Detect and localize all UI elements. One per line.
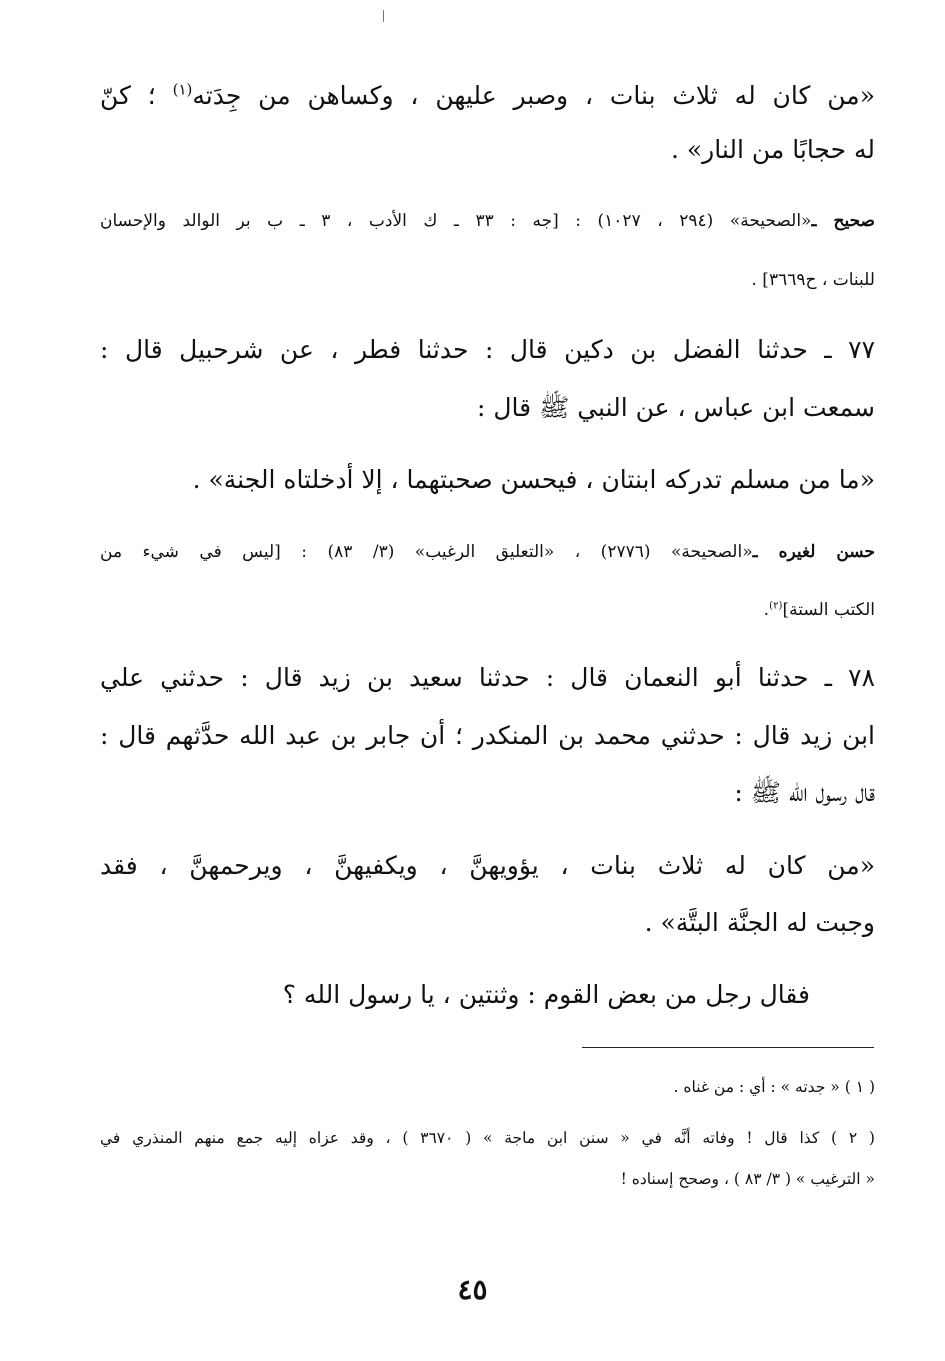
isnad-line: ٧٧ ـ حدثنا الفضل بن دكين قال : حدثنا فطر ، عن شرحبيل قال : <box>100 335 875 364</box>
grading-reference: «الصحيحة» (٢٩٤ ، ١٠٢٧) : [جه : ٣٣ ـ ك الأدب ، ٣ ـ ب بر الوالد والإحسان <box>100 211 812 231</box>
hadith-text-line: وجبت له الجنَّة البتَّة» . <box>644 908 875 937</box>
grade-label: صحيح ـ <box>811 211 875 231</box>
footnote-marker: (٢) <box>769 600 783 612</box>
footnote: ( ٢ ) كذا قال ! وفاته أنَّه في « سنن ابن ماجة » ( ٣٦٧٠ ) ، وقد عزاه إليه جمع منهم المنذري في <box>100 1129 875 1147</box>
hadith-text-line: «من كان له ثلاث بنات ، يؤويهنَّ ، ويكفيهنَّ ، ويرحمهنَّ ، فقد <box>100 851 875 880</box>
footnote: « الترغيب » ( ٣/ ٨٣ ) ، وصحح إسناده ! <box>620 1170 875 1188</box>
isnad-line: قال رسول الله ﷺ : <box>734 778 875 807</box>
grading-line <box>100 538 875 568</box>
hadith-text-line: فقال رجل من بعض القوم : وثنتين ، يا رسول الله ؟ <box>282 980 810 1009</box>
scan-mark <box>383 10 384 22</box>
hadith-text-line-tail: ؛ كنّ <box>100 81 156 110</box>
hadith-text-line: له حجابًا من النار» . <box>670 135 875 164</box>
footnote-separator <box>582 1047 874 1048</box>
hadith-text-line <box>100 78 875 118</box>
grading-line <box>100 207 875 237</box>
hadith-text-line: «ما من مسلم تدركه ابنتان ، فيحسن صحبتهما ، إلا أدخلتاه الجنة» . <box>192 465 875 494</box>
page-number: ٤٥ <box>457 1273 488 1306</box>
isnad-line: سمعت ابن عباس ، عن النبي ﷺ قال : <box>477 393 875 422</box>
grading-line: للبنات ، ح٣٦٦٩] . <box>751 270 875 290</box>
hadith-text-line-body: «من كان له ثلاث بنات ، وصبر عليهن ، وكساهن من جِدَته <box>192 81 875 110</box>
footnote: ( ١ ) « جدته » : أي : من غناه . <box>673 1078 875 1096</box>
grading-reference: الكتب الستة] <box>782 600 875 620</box>
isnad-line: ٧٨ ـ حدثنا أبو النعمان قال : حدثنا سعيد بن زيد قال : حدثني علي <box>100 663 875 692</box>
grading-reference: «الصحيحة» (٢٧٧٦) ، «التعليق الرغيب» (٣/ ٨٣) : [ليس في شيء من <box>100 542 753 562</box>
grade-label: حسن لغيره ـ <box>752 542 875 562</box>
footnote-marker: (١) <box>172 80 193 99</box>
isnad-line: ابن زيد قال : حدثني محمد بن المنكدر ؛ أن جابر بن عبد الله حدَّثهم قال : <box>100 721 875 750</box>
grading-line: الكتب الستة]$^{(٢)}$. <box>763 600 875 620</box>
